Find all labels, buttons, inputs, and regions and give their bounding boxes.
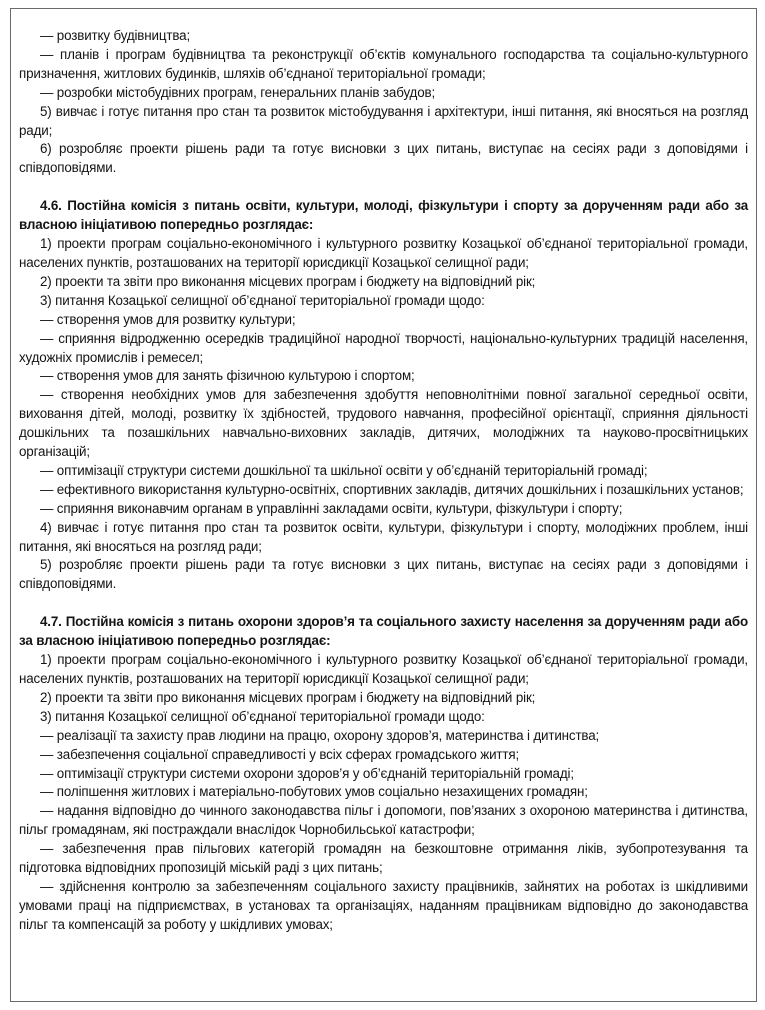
paragraph: 5) розробляє проекти рішень ради та готує висновки з цих питань, виступає на сесіях ради з доповідями і співдоповідями. — [19, 557, 748, 592]
paragraph: — створення необхідних умов для забезпечення здобуття неповнолітніми повної загальної середньої освіти, виховання дітей, молоді, розвитку їх здібностей, трудового навчання, професійної орієнтації, сприяння діяльності дошкільних та позашкільних навчально-виховних закладів, дитячих, молодіжних та науково-просвітницьких організацій; — [19, 387, 748, 460]
paragraph: — надання відповідно до чинного законодавства пільг і допомоги, пов’язаних з охороною материнства і дитинства, пільг громадянам, які постраждали внаслідок Чорнобильської катастрофи; — [19, 803, 748, 838]
paragraph: — забезпечення соціальної справедливості у всіх сферах громадського життя; — [40, 746, 520, 762]
section-spacer — [19, 594, 748, 613]
paragraph: 5) вивчає і готує питання про стан та розвиток містобудування і архітектури, інші питання, які вносяться на розгляд ради; — [19, 103, 748, 138]
document-page — [10, 8, 757, 1002]
paragraph: — сприяння відродженню осередків традиційної народної творчості, національно-культурних традицій населення, художніх промислів і ремесел; — [19, 330, 748, 365]
section-4-6 — [19, 197, 748, 594]
paragraph: — розробки містобудівних програм, генеральних планів забудов; — [40, 84, 436, 100]
paragraph: 1) проекти програм соціально-економічного і культурного розвитку Козацької об’єднаної територіальної громади, населених пунктів, розташованих на території юрисдикції Козацької селищної ради; — [19, 652, 748, 686]
paragraph: — реалізації та захисту прав людини на працю, охорону здоров’я, материнства і дитинства; — [40, 727, 600, 743]
paragraph: — розвитку будівництва; — [40, 28, 191, 43]
section-top — [19, 27, 748, 178]
paragraph: — ефективного використання культурно-освітніх, спортивних закладів, дитячих дошкільних і позашкільних установ; — [40, 481, 744, 497]
section-heading: 4.6. Постійна комісія з питань освіти, культури, молоді, фізкультури і спорту за дорученням ради або за власною ініціативою попередньо розглядає: — [19, 198, 748, 233]
paragraph: — створення умов для розвитку культури; — [40, 311, 296, 327]
paragraph: — поліпшення житлових і матеріально-побутових умов соціально незахищених громадян; — [40, 784, 588, 800]
paragraph: 4) вивчає і готує питання про стан та розвиток освіти, культури, фізкультури і спорту, молодіжних проблем, інші питання, які вносяться на розгляд ради; — [19, 519, 748, 554]
paragraph: 3) питання Козацької селищної об’єднаної територіальної громади щодо: — [40, 292, 485, 308]
paragraph: — здійснення контролю за забезпеченням соціального захисту працівників, зайнятих на роботах із шкідливими умовами праці на підприємствах, в установах та організаціях, наданням працівникам відповідно до законодавства пільг та компенсацій за роботу у шкідливих умовах; — [19, 878, 748, 932]
paragraph: 1) проекти програм соціально-економічного і культурного розвитку Козацької об’єднаної територіальної громади, населених пунктів, розташованих на території юрисдикції Козацької селищної ради; — [19, 236, 748, 270]
paragraph: 2) проекти та звіти про виконання місцевих програм і бюджету на відповідний рік; — [40, 273, 536, 289]
document-body — [19, 27, 748, 935]
paragraph: — забезпечення прав пільгових категорій громадян на безкоштовне отримання ліків, зубопротезування та підготовка відповідних пропозицій міській раді з цих питань; — [19, 841, 748, 876]
section-4-7 — [19, 613, 748, 934]
paragraph: — створення умов для занять фізичною культурою і спортом; — [40, 368, 415, 384]
paragraph: — планів і програм будівництва та реконструкції об’єктів комунального господарства та соціально-культурного призначення, житлових будинків, шляхів об’єднаної територіальної громади; — [19, 46, 748, 81]
paragraph: 6) розробляє проекти рішень ради та готує висновки з цих питань, виступає на сесіях ради з доповідями і співдоповідями. — [19, 141, 748, 176]
section-spacer — [19, 178, 748, 197]
paragraph: — оптимізації структури системи охорони здоров’я у об’єднаній територіальній громаді; — [40, 765, 574, 781]
paragraph: 3) питання Козацької селищної об’єднаної територіальної громади щодо: — [40, 708, 485, 724]
section-heading: 4.7. Постійна комісія з питань охорони здоров’я та соціального захисту населення за дорученням ради або за власною ініціативою попередньо розглядає: — [19, 614, 748, 649]
paragraph: — оптимізації структури системи дошкільної та шкільної освіти у об’єднаній територіальній громаді; — [40, 462, 648, 478]
paragraph: — сприяння виконавчим органам в управлінні закладами освіти, культури, фізкультури і спорту; — [40, 500, 623, 516]
paragraph: 2) проекти та звіти про виконання місцевих програм і бюджету на відповідний рік; — [40, 689, 536, 705]
